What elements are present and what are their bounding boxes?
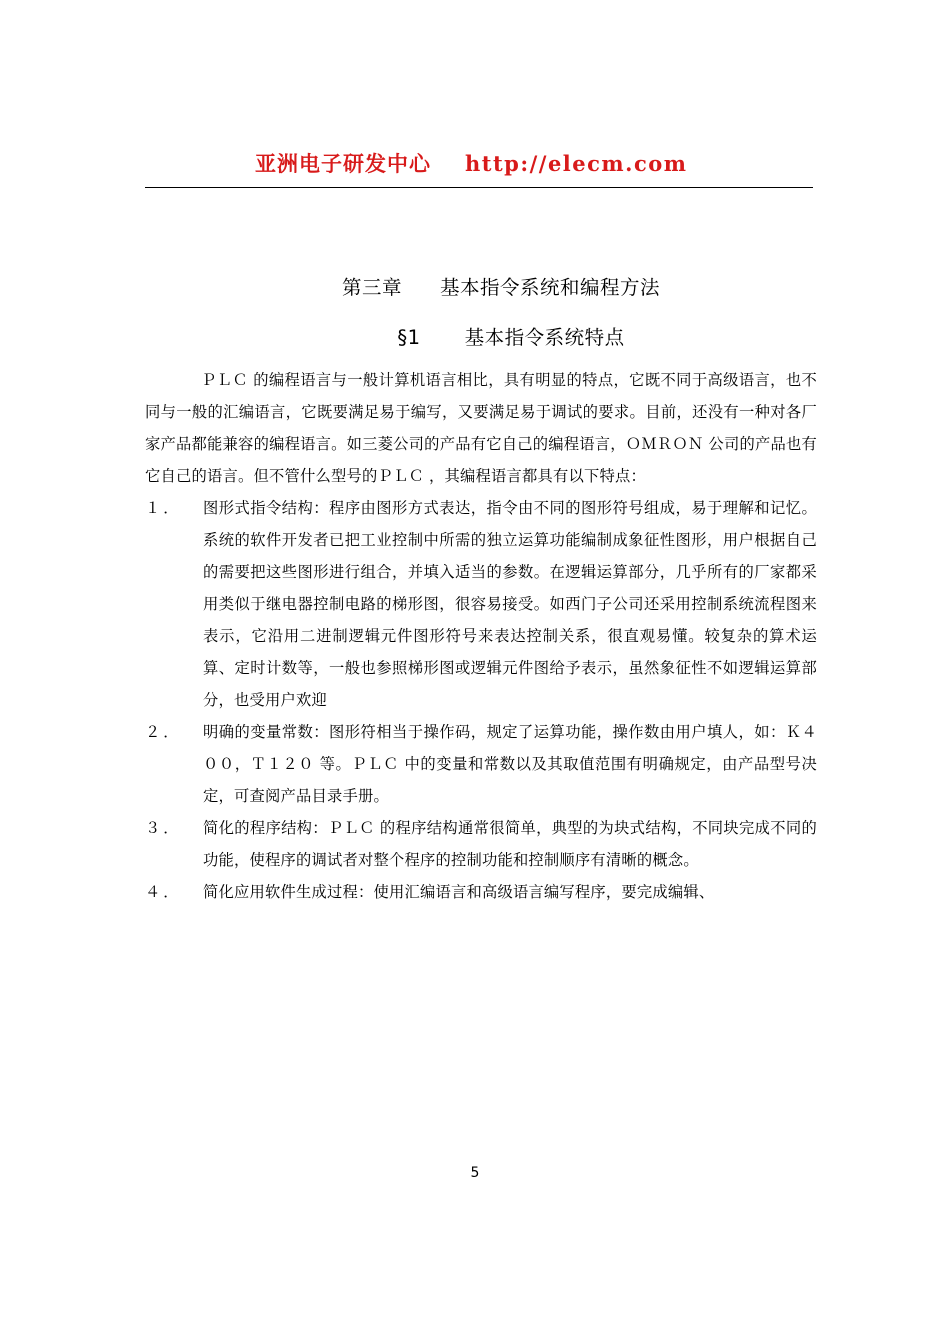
list-item-text: 明确的变量常数：图形符相当于操作码，规定了运算功能，操作数由用户填人，如：Ｋ４００，Ｔ１２０ 等。ＰＬＣ 中的变量和常数以及其取值范围有明确规定，由产品型号决定，可查阅产品目录手册。 [203,723,817,805]
section-label: §1 [397,326,421,349]
document-body [145,272,817,908]
list-item-text: 简化的程序结构：ＰＬＣ 的程序结构通常很简单，典型的为块式结构，不同块完成不同的功能，使程序的调试者对整个程序的控制功能和控制顺序有清晰的概念。 [203,819,817,869]
chapter-heading [145,272,817,300]
page-number: 5 [470,1165,480,1181]
list-item [145,812,817,876]
section-title-text: 基本指令系统特点 [464,326,625,349]
list-item [145,876,817,908]
list-item-text: 简化应用软件生成过程：使用汇编语言和高级语言编写程序，要完成编辑、 [203,883,715,901]
section-heading [145,322,817,350]
list-item-number: ２． [145,723,182,741]
list-item-number: ４． [145,883,182,901]
list-item-text: 图形式指令结构：程序由图形方式表达，指令由不同的图形符号组成，易于理解和记忆。系统的软件开发者已把工业控制中所需的独立运算功能编制成象征性图形，用户根据自己的需要把这些图形进行组合，并填入适当的参数。在逻辑运算部分，几乎所有的厂家都采用类似于继电器控制电路的梯形图，很容易接受。如西门子公司还采用控制系统流程图来表示，它沿用二进制逻辑元件图形符号来表达控制关系，很直观易懂。较复杂的算术运算、定时计数等，一般也参照梯形图或逻辑元件图给予表示，虽然象征性不如逻辑运算部分，也受用户欢迎 [203,499,817,709]
header-divider [145,187,813,188]
chapter-title-text: 基本指令系统和编程方法 [440,276,661,299]
feature-list [145,492,817,908]
chapter-label: 第三章 [341,276,402,299]
list-item-number: ３． [145,819,182,837]
list-item [145,492,817,716]
site-url[interactable]: http://elecm.com [465,151,688,176]
site-name: 亚洲电子研发中心 [255,152,431,176]
header-line [145,148,815,178]
page-header [145,148,815,188]
intro-paragraph: ＰＬＣ 的编程语言与一般计算机语言相比，具有明显的特点，它既不同于高级语言，也不同与一般的汇编语言，它既要满足易于编写，又要满足易于调试的要求。目前，还没有一种对各厂家产品都能兼容的编程语言。如三菱公司的产品有它自己的编程语言，ＯＭＲＯＮ 公司的产品也有它自己的语言。但不管什么型号的ＰＬＣ ，其编程语言都具有以下特点： [145,371,817,485]
list-item-number: １． [145,499,182,517]
list-item [145,716,817,812]
